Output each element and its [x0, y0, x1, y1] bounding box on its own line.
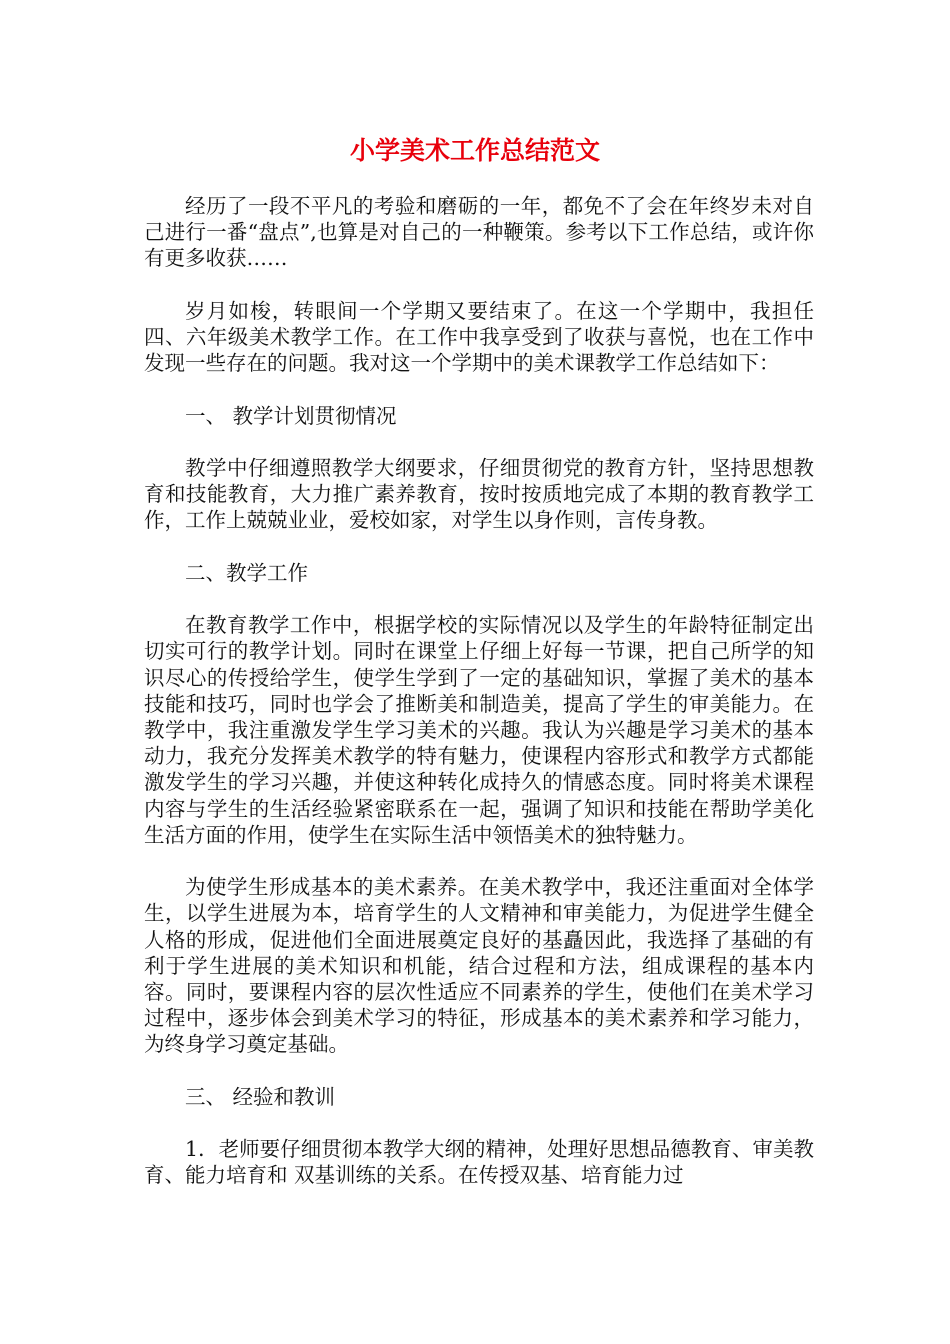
section-heading-1: 一、 教学计划贯彻情况 [185, 403, 397, 428]
document-body [144, 193, 814, 1189]
intro-paragraph: 经历了一段不平凡的考验和磨砺的一年，都免不了会在年终岁未对自己进行一番“盘点”,也算是对自己的一种鞭策。参考以下工作总结，或许你有更多收获…… [144, 194, 814, 271]
section-1-paragraph: 教学中仔细遵照教学大纲要求，仔细贯彻党的教育方针，坚持思想教育和技能教育，大力推广素养教育，按时按质地完成了本期的教育教学工作，工作上兢兢业业，爱校如家，对学生以身作则，言传身教。 [144, 455, 814, 533]
section-heading-2: 二、教学工作 [185, 560, 308, 585]
document-title: 小学美术工作总结范文 [349, 136, 600, 165]
section-3-paragraph-1: 1．老师要仔细贯彻本教学大纲的精神，处理好思想品德教育、审美教育、能力培育和 双基训练的关系。在传授双基、培育能力过 [144, 1137, 814, 1188]
section-2-paragraph-1: 在教育教学工作中，根据学校的实际情况以及学生的年龄特征制定出切实可行的教学计划。同时在课堂上仔细上好每一节课，把自己所学的知识尽心的传授给学生，使学生学到了一定的基础知识，掌握了美术的基本技能和技巧，同时也学会了推断美和制造美，提高了学生的审美能力。在教学中，我注重激发学生学习美术的兴趣。我认为兴趣是学习美术的基本动力，我充分发挥美术教学的特有魅力，使课程内容形式和教学方式都能激发学生的学习兴趣，并使这种转化成持久的情感态度。同时将美术课程内容与学生的生活经验紧密联系在一起，强调了知识和技能在帮助学美化生活方面的作用，使学生在实际生活中领悟美术的独特魅力。 [144, 613, 814, 847]
section-2-paragraph-2: 为使学生形成基本的美术素养。在美术教学中，我还注重面对全体学生，以学生进展为本，培育学生的人文精神和审美能力，为促进学生健全人格的形成，促进他们全面进展奠定良好的基矗因此，我选择了基础的有利于学生进展的美术知识和机能，结合过程和方法，组成课程的基本内容。同时，要课程内容的层次性适应不同素养的学生，使他们在美术学习过程中，逐步体会到美术学习的特征，形成基本的美术素养和学习能力，为终身学习奠定基础。 [144, 875, 814, 1057]
section-heading-3: 三、 经验和教训 [185, 1084, 336, 1109]
overview-paragraph: 岁月如梭，转眼间一个学期又要结束了。在这一个学期中，我担任四、六年级美术教学工作。在工作中我享受到了收获与喜悦，也在工作中发现一些存在的问题。我对这一个学期中的美术课教学工作总结如下： [144, 298, 814, 376]
